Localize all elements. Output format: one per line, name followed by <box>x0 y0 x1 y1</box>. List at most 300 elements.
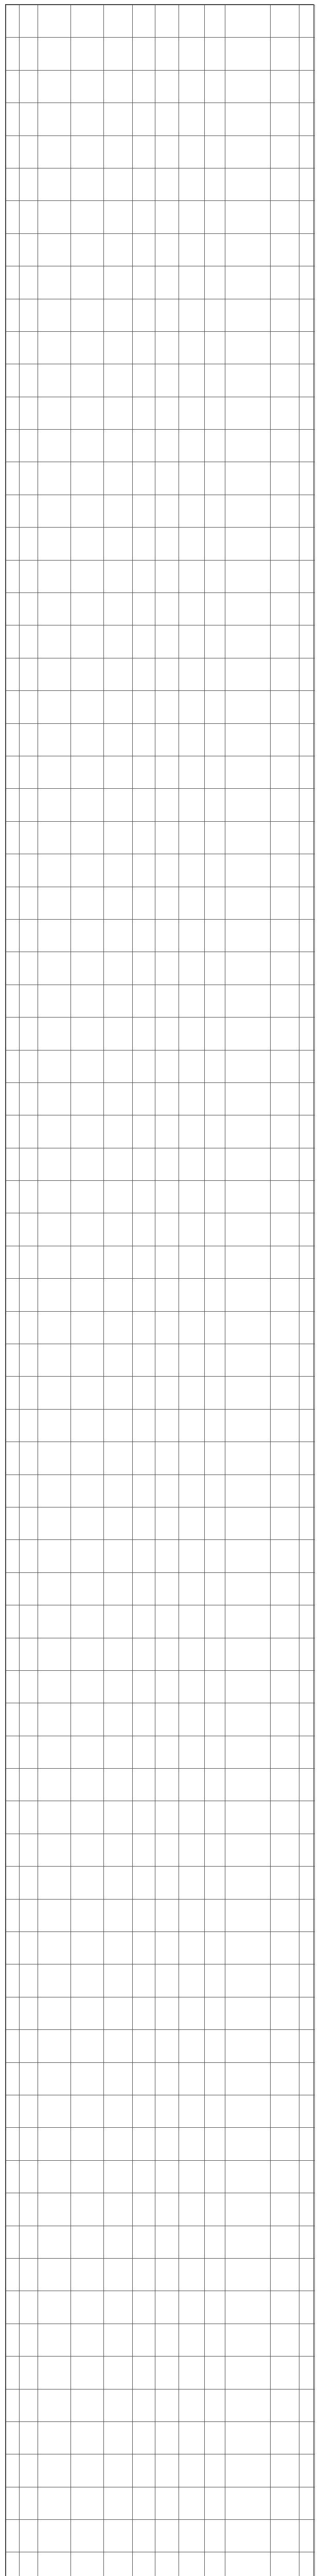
table-cell <box>155 1899 179 1931</box>
table-cell <box>104 1638 133 1670</box>
table-row <box>6 2357 315 2389</box>
table-cell <box>205 331 225 364</box>
table-cell <box>6 821 20 854</box>
table-cell <box>271 854 299 887</box>
table-cell <box>179 233 205 266</box>
table-cell <box>271 364 299 397</box>
table-cell <box>6 1997 20 2029</box>
table-cell <box>225 1050 271 1082</box>
table-cell <box>225 2389 271 2421</box>
table-cell <box>271 462 299 495</box>
table-cell <box>38 430 71 462</box>
table-cell <box>38 1442 71 1475</box>
table-row <box>6 2487 315 2519</box>
inspection-table <box>6 5 315 2576</box>
table-cell <box>71 1409 104 1442</box>
table-cell <box>133 2454 155 2487</box>
table-cell <box>133 756 155 788</box>
table-cell <box>271 2062 299 2095</box>
table-cell <box>271 1344 299 1377</box>
table-row <box>6 2193 315 2226</box>
table-cell <box>104 1899 133 1931</box>
table-cell <box>225 430 271 462</box>
table-cell <box>155 1409 179 1442</box>
table-cell <box>104 723 133 756</box>
table-cell <box>133 1801 155 1834</box>
table-cell <box>6 1442 20 1475</box>
table-cell <box>271 397 299 429</box>
table-cell <box>38 1997 71 2029</box>
table-cell <box>104 1572 133 1605</box>
table-cell <box>155 1572 179 1605</box>
table-cell <box>104 528 133 560</box>
table-cell <box>155 1507 179 1539</box>
table-cell <box>179 1638 205 1670</box>
table-cell <box>20 495 38 527</box>
table-cell <box>6 1213 20 1246</box>
table-cell <box>38 5 71 38</box>
table-cell <box>179 854 205 887</box>
table-cell <box>155 2552 179 2576</box>
table-cell <box>299 691 315 723</box>
table-cell <box>179 2552 205 2576</box>
table-cell <box>179 1932 205 1964</box>
table-cell <box>38 593 71 625</box>
table-cell <box>299 103 315 135</box>
table-cell <box>225 1769 271 1801</box>
table-cell <box>179 2389 205 2421</box>
table-cell <box>38 2030 71 2062</box>
table-cell <box>104 462 133 495</box>
table-cell <box>225 1409 271 1442</box>
table-cell <box>179 1703 205 1736</box>
table-cell <box>155 1638 179 1670</box>
table-cell <box>155 1997 179 2029</box>
table-cell <box>205 1082 225 1115</box>
table-cell <box>205 1246 225 1278</box>
table-cell <box>133 2421 155 2454</box>
table-cell <box>271 1703 299 1736</box>
table-cell <box>104 1148 133 1180</box>
table-cell <box>38 2128 71 2160</box>
table-cell <box>179 1213 205 1246</box>
table-cell <box>271 299 299 331</box>
table-cell <box>299 168 315 200</box>
table-cell <box>205 821 225 854</box>
table-cell <box>179 789 205 821</box>
table-cell <box>179 1311 205 1344</box>
table-cell <box>299 1572 315 1605</box>
table-cell <box>104 2324 133 2356</box>
table-row <box>6 2552 315 2576</box>
table-cell <box>71 887 104 919</box>
table-row <box>6 1246 315 1278</box>
table-cell <box>155 2454 179 2487</box>
table-cell <box>104 1018 133 1050</box>
table-cell <box>271 1834 299 1866</box>
table-cell <box>71 1605 104 1638</box>
table-cell <box>271 2291 299 2324</box>
table-cell <box>133 1605 155 1638</box>
table-row <box>6 38 315 70</box>
table-cell <box>71 625 104 658</box>
table-cell <box>38 952 71 985</box>
table-cell <box>271 821 299 854</box>
table-row <box>6 1475 315 1507</box>
table-cell <box>20 1442 38 1475</box>
table-cell <box>133 1279 155 1311</box>
table-cell <box>6 560 20 592</box>
table-cell <box>205 854 225 887</box>
table-cell <box>205 2226 225 2258</box>
table-cell <box>38 1475 71 1507</box>
table-cell <box>20 789 38 821</box>
table-cell <box>38 1605 71 1638</box>
table-cell <box>179 756 205 788</box>
table-cell <box>6 952 20 985</box>
table-cell <box>271 2030 299 2062</box>
table-cell <box>104 364 133 397</box>
table-cell <box>225 1834 271 1866</box>
table-cell <box>133 1475 155 1507</box>
table-cell <box>155 2095 179 2128</box>
table-cell <box>71 919 104 952</box>
table-cell <box>299 1964 315 1997</box>
table-cell <box>299 1540 315 1572</box>
table-cell <box>205 1279 225 1311</box>
table-cell <box>225 364 271 397</box>
table-cell <box>71 1964 104 1997</box>
table-cell <box>71 1769 104 1801</box>
table-cell <box>179 1344 205 1377</box>
table-cell <box>179 1769 205 1801</box>
table-cell <box>38 70 71 103</box>
table-cell <box>20 1377 38 1409</box>
table-cell <box>20 2062 38 2095</box>
table-cell <box>271 201 299 233</box>
table-cell <box>20 299 38 331</box>
table-cell <box>38 691 71 723</box>
table-cell <box>155 266 179 299</box>
table-cell <box>71 1246 104 1278</box>
table-cell <box>225 560 271 592</box>
table-cell <box>155 2226 179 2258</box>
table-cell <box>20 1572 38 1605</box>
table-cell <box>38 2389 71 2421</box>
table-cell <box>38 1344 71 1377</box>
table-cell <box>271 1670 299 1703</box>
table-cell <box>6 2324 20 2356</box>
table-cell <box>71 1213 104 1246</box>
table-cell <box>271 2160 299 2193</box>
table-cell <box>179 1997 205 2029</box>
table-cell <box>104 2128 133 2160</box>
table-cell <box>205 658 225 690</box>
table-cell <box>155 1148 179 1180</box>
table-cell <box>205 1801 225 1834</box>
table-cell <box>155 1377 179 1409</box>
table-cell <box>20 1801 38 1834</box>
table-cell <box>205 397 225 429</box>
table-cell <box>179 625 205 658</box>
table-cell <box>205 691 225 723</box>
table-cell <box>6 364 20 397</box>
table-cell <box>205 1932 225 1964</box>
table-cell <box>225 1572 271 1605</box>
table-cell <box>225 1605 271 1638</box>
table-cell <box>104 38 133 70</box>
table-cell <box>6 658 20 690</box>
table-cell <box>271 985 299 1017</box>
table-cell <box>20 2520 38 2552</box>
table-cell <box>20 658 38 690</box>
table-cell <box>71 1997 104 2029</box>
table-cell <box>225 2421 271 2454</box>
table-cell <box>299 2258 315 2291</box>
table-cell <box>20 1246 38 1278</box>
table-cell <box>133 1050 155 1082</box>
table-cell <box>299 854 315 887</box>
table-cell <box>271 266 299 299</box>
table-cell <box>104 1769 133 1801</box>
table-cell <box>6 201 20 233</box>
table-cell <box>133 919 155 952</box>
table-row <box>6 2421 315 2454</box>
table-cell <box>299 1311 315 1344</box>
table-cell <box>179 1082 205 1115</box>
table-cell <box>71 1442 104 1475</box>
table-cell <box>155 2291 179 2324</box>
table-cell <box>299 1605 315 1638</box>
table-cell <box>104 952 133 985</box>
table-cell <box>6 1703 20 1736</box>
table-cell <box>179 658 205 690</box>
table-cell <box>38 1932 71 1964</box>
table-cell <box>225 593 271 625</box>
table-cell <box>271 658 299 690</box>
table-cell <box>299 560 315 592</box>
table-cell <box>71 38 104 70</box>
table-cell <box>20 2487 38 2519</box>
table-cell <box>155 1540 179 1572</box>
table-cell <box>155 919 179 952</box>
table-cell <box>225 1115 271 1148</box>
table-cell <box>6 691 20 723</box>
table-cell <box>299 5 315 38</box>
table-cell <box>299 1638 315 1670</box>
table-cell <box>104 1246 133 1278</box>
table-cell <box>271 1867 299 1899</box>
table-cell <box>299 1867 315 1899</box>
table-cell <box>155 2193 179 2226</box>
table-cell <box>225 2487 271 2519</box>
table-cell <box>299 397 315 429</box>
table-cell <box>104 2095 133 2128</box>
table-cell <box>225 1932 271 1964</box>
table-cell <box>38 1670 71 1703</box>
table-cell <box>225 789 271 821</box>
table-cell <box>225 1736 271 1768</box>
table-cell <box>38 1115 71 1148</box>
table-cell <box>133 331 155 364</box>
table-cell <box>225 625 271 658</box>
table-row <box>6 1442 315 1475</box>
table-cell <box>299 2421 315 2454</box>
table-cell <box>104 1932 133 1964</box>
table-cell <box>71 1377 104 1409</box>
table-cell <box>133 2357 155 2389</box>
table-cell <box>205 887 225 919</box>
table-cell <box>225 5 271 38</box>
table-cell <box>20 691 38 723</box>
table-row <box>6 1638 315 1670</box>
table-row <box>6 70 315 103</box>
table-cell <box>225 2030 271 2062</box>
table-row <box>6 430 315 462</box>
table-row <box>6 1018 315 1050</box>
table-cell <box>271 2487 299 2519</box>
table-cell <box>205 1475 225 1507</box>
table-cell <box>205 2258 225 2291</box>
table-cell <box>71 952 104 985</box>
table-row <box>6 103 315 135</box>
table-cell <box>20 2030 38 2062</box>
table-cell <box>271 625 299 658</box>
table-row <box>6 789 315 821</box>
table-cell <box>38 821 71 854</box>
table-cell <box>179 2160 205 2193</box>
table-cell <box>179 723 205 756</box>
table-cell <box>205 1311 225 1344</box>
table-cell <box>104 1605 133 1638</box>
table-cell <box>299 2291 315 2324</box>
table-cell <box>133 462 155 495</box>
table-cell <box>20 2357 38 2389</box>
table-cell <box>133 1572 155 1605</box>
table-cell <box>225 1638 271 1670</box>
table-cell <box>155 2357 179 2389</box>
table-cell <box>71 1899 104 1931</box>
table-row <box>6 756 315 788</box>
table-cell <box>104 495 133 527</box>
table-cell <box>225 887 271 919</box>
table-cell <box>205 2552 225 2576</box>
table-cell <box>104 2389 133 2421</box>
table-cell <box>205 985 225 1017</box>
table-cell <box>225 495 271 527</box>
table-cell <box>155 5 179 38</box>
table-cell <box>155 1246 179 1278</box>
table-cell <box>299 2454 315 2487</box>
table-cell <box>71 2357 104 2389</box>
table-cell <box>20 2160 38 2193</box>
table-cell <box>104 625 133 658</box>
table-cell <box>133 364 155 397</box>
table-cell <box>20 887 38 919</box>
table-cell <box>6 135 20 168</box>
table-cell <box>133 1442 155 1475</box>
table-cell <box>155 723 179 756</box>
table-cell <box>299 1736 315 1768</box>
table-cell <box>225 2291 271 2324</box>
table-cell <box>71 1867 104 1899</box>
table-cell <box>6 2193 20 2226</box>
table-cell <box>179 1377 205 1409</box>
table-cell <box>299 1442 315 1475</box>
table-cell <box>155 1964 179 1997</box>
table-cell <box>205 1867 225 1899</box>
table-cell <box>225 1997 271 2029</box>
table-cell <box>225 691 271 723</box>
table-cell <box>179 1507 205 1539</box>
table-cell <box>20 528 38 560</box>
table-cell <box>6 1605 20 1638</box>
table-cell <box>133 1769 155 1801</box>
table-cell <box>205 1181 225 1213</box>
table-cell <box>133 1018 155 1050</box>
table-row <box>6 1769 315 1801</box>
table-cell <box>38 756 71 788</box>
table-cell <box>155 2062 179 2095</box>
table-cell <box>133 2389 155 2421</box>
table-cell <box>155 331 179 364</box>
table-row <box>6 266 315 299</box>
table-cell <box>179 821 205 854</box>
table-cell <box>38 462 71 495</box>
table-row <box>6 1507 315 1539</box>
table-cell <box>20 1018 38 1050</box>
table-cell <box>71 2291 104 2324</box>
table-row <box>6 723 315 756</box>
table-cell <box>6 1899 20 1931</box>
table-cell <box>155 756 179 788</box>
table-cell <box>104 168 133 200</box>
table-cell <box>205 233 225 266</box>
table-cell <box>38 985 71 1017</box>
table-cell <box>271 2520 299 2552</box>
table-cell <box>271 38 299 70</box>
table-cell <box>155 854 179 887</box>
table-cell <box>38 2160 71 2193</box>
table-cell <box>155 2324 179 2356</box>
table-cell <box>179 2095 205 2128</box>
table-cell <box>299 1050 315 1082</box>
table-row <box>6 1834 315 1866</box>
table-cell <box>20 2095 38 2128</box>
table-cell <box>20 2454 38 2487</box>
table-cell <box>179 2324 205 2356</box>
table-cell <box>225 70 271 103</box>
table-cell <box>104 985 133 1017</box>
table-cell <box>38 1540 71 1572</box>
table-cell <box>20 397 38 429</box>
table-cell <box>38 266 71 299</box>
table-cell <box>271 789 299 821</box>
table-cell <box>38 1801 71 1834</box>
table-cell <box>20 70 38 103</box>
table-cell <box>38 2062 71 2095</box>
table-cell <box>104 1801 133 1834</box>
table-cell <box>225 299 271 331</box>
table-cell <box>6 1834 20 1866</box>
table-cell <box>299 2226 315 2258</box>
table-row <box>6 560 315 592</box>
table-cell <box>20 1050 38 1082</box>
table-cell <box>225 2454 271 2487</box>
table-cell <box>225 266 271 299</box>
table-cell <box>155 887 179 919</box>
table-cell <box>179 1181 205 1213</box>
